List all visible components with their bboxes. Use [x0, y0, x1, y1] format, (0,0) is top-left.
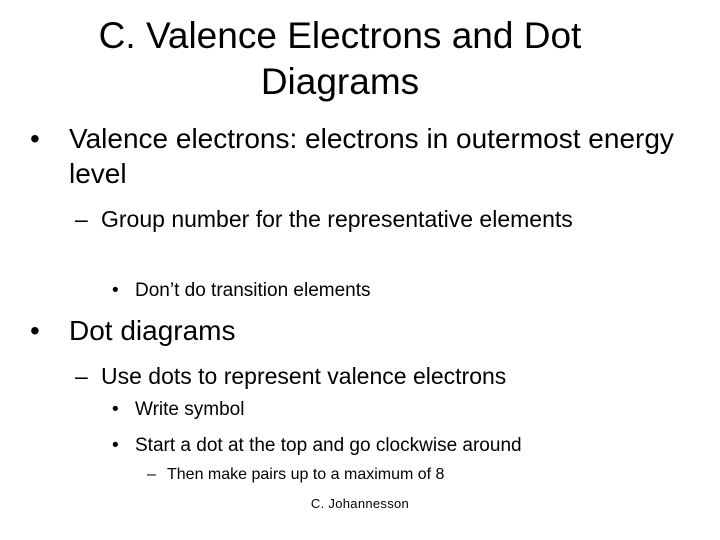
bullet-use-dots [75, 361, 695, 391]
title-line-2: Diagrams [260, 61, 420, 102]
bullet-group-number [75, 204, 575, 234]
bullet-text: Then make pairs up to a maximum of 8 [167, 466, 445, 483]
dash-marker: – [75, 363, 88, 389]
bullet-text: Don’t do transition elements [135, 280, 371, 301]
bullet-marker: • [112, 280, 119, 301]
bullet-marker: • [112, 399, 119, 420]
dash-marker: – [147, 466, 156, 483]
bullet-marker: • [30, 315, 40, 346]
bullet-text: Group number for the representative elements [101, 206, 573, 232]
bullet-write-symbol [112, 398, 672, 422]
bullet-text: Use dots to represent valence electrons [101, 363, 507, 389]
dash-marker: – [75, 206, 88, 232]
bullet-text: Valence electrons: electrons in outermost energy level [69, 123, 674, 189]
bullet-valence-electrons [30, 121, 680, 191]
bullet-text: Write symbol [135, 399, 245, 420]
bullet-marker: • [30, 123, 40, 154]
bullet-text: Dot diagrams [69, 315, 236, 346]
footer-author: C. Johannesson [310, 496, 410, 511]
bullet-text: Start a dot at the top and go clockwise around [135, 435, 522, 456]
bullet-start-dot [112, 434, 702, 458]
bullet-dot-diagrams [30, 313, 680, 348]
bullet-make-pairs [147, 465, 667, 485]
slide-title [40, 13, 640, 105]
bullet-marker: • [112, 435, 119, 456]
bullet-transition-elements [112, 279, 612, 303]
title-line-1: C. Valence Electrons and Dot [98, 15, 582, 56]
